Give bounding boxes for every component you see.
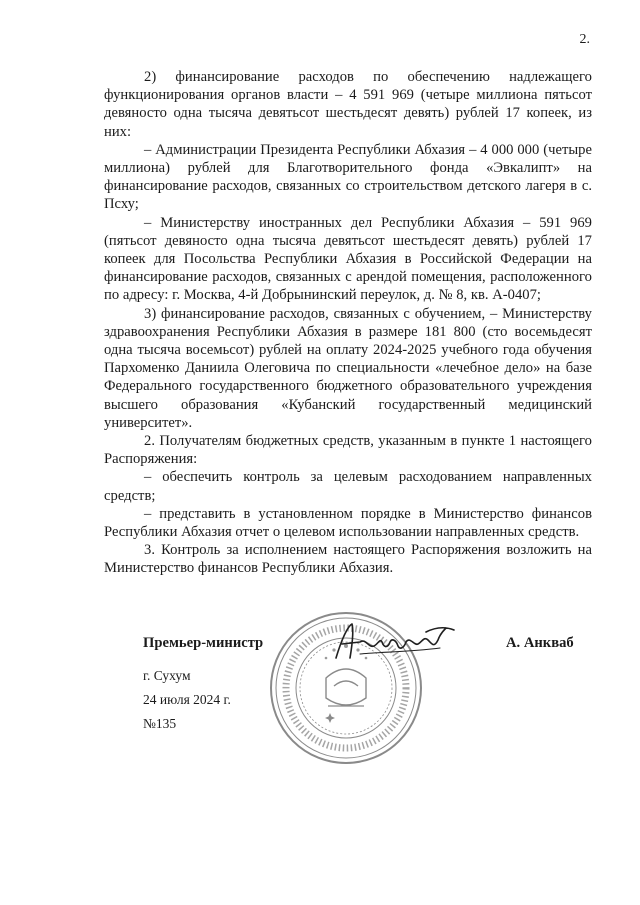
paragraph-foreign-ministry: – Министерству иностранных дел Республики Абхазия – 591 969 (пятьсот девяносто одна тысяча девятьсот шестьдесят девять) рублей 17 копеек для Посольства Республики Абхазия в Российской Федерации на финансирование расходов, связанных с арендой помещения, расположенного по адресу: г. Москва, 4-й Добрынинский переулок, д. № 8, кв. А-0407; — [104, 214, 592, 304]
paragraph-item-2-government-bodies: 2) финансирование расходов по обеспечению надлежащего функционирования органов власти – 4 591 969 (четыре миллиона пятьсот девяносто одна тысяча девятьсот шестьдесят девять) рублей 17 копеек, из них: — [104, 69, 592, 140]
signatory-title: Премьер-министр — [143, 635, 264, 651]
issue-place: г. Сухум — [143, 668, 191, 683]
paragraph-clause-3: 3. Контроль за исполнением настоящего Распоряжения возложить на Министерство финансов Республики Абхазия. — [104, 542, 592, 577]
paragraph-ensure-control: – обеспечить контроль за целевым расходованием направленных средств; — [104, 469, 592, 504]
signature-block — [0, 620, 640, 750]
paragraph-president-administration: – Администрации Президента Республики Абхазия – 4 000 000 (четыре миллиона) рублей для Благотворительного фонда «Эвкалипт» на финансирование расходов, связанных со строительством детского лагеря в с. Псху; — [104, 141, 592, 213]
document-number: №135 — [143, 716, 177, 731]
document-body — [104, 68, 592, 578]
signatory-name: А. Анкваб — [506, 635, 574, 651]
paragraph-clause-2: 2. Получателям бюджетных средств, указанным в пункте 1 настоящего Распоряжения: — [104, 433, 592, 468]
page-number: 2. — [579, 32, 590, 47]
paragraph-submit-report: – представить в установленном порядке в Министерство финансов Республики Абхазия отчет о целевом использовании направленных средств. — [104, 505, 592, 541]
paragraph-item-3-education: 3) финансирование расходов, связанных с обучением, – Министерству здравоохранения Республики Абхазия в размере 181 800 (сто восемьдесят одна тысяча восемьсот) рублей на оплату 2024-2025 учебного года обучения Пархоменко Даниила Олеговича по специальности «лечебное дело» на базе Федерального государственного бюджетного образовательного учреждения высшего образования «Кубанский государственный медицинский университет». — [104, 305, 592, 431]
issue-date: 24 июля 2024 г. — [143, 692, 231, 707]
